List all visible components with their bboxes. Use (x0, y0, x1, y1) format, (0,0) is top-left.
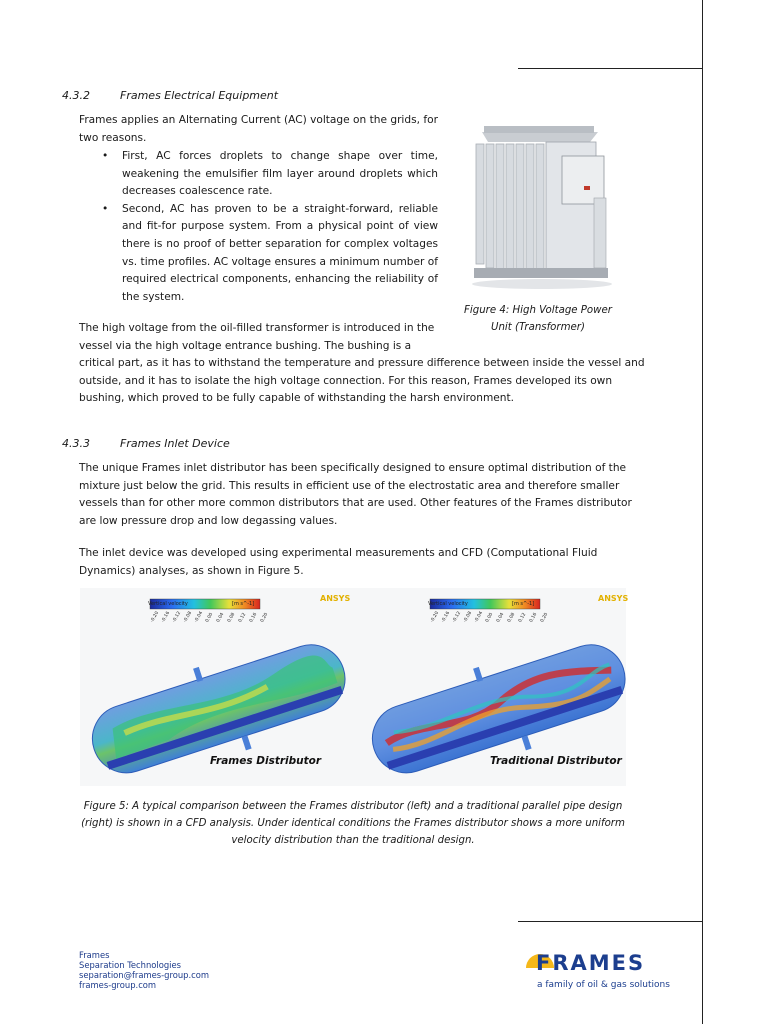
legend-tick-label: -0.20 (430, 610, 441, 624)
list-item: • Second, AC has proven to be a straight-forward, reliable and fit-for purpose system. From a physical point of view there is no proof of better separation for complex voltages vs. time profiles. AC voltage ensures a minimum number of required electrical components, enhancing the reliability of the system. (102, 202, 438, 303)
legend-tick-label: 0.00 (205, 612, 215, 624)
section-number: 4.3.3 (62, 437, 90, 450)
legend-tick-label: 0.04 (496, 612, 506, 624)
intro-paragraph: Frames applies an Alternating Current (AC) voltage on the grids, for two reasons. (79, 114, 438, 144)
legend-tick-label: -0.08 (183, 610, 194, 624)
footer-website: frames-group.com (79, 980, 157, 990)
frames-logo (520, 940, 680, 995)
header-rule (518, 68, 702, 69)
legend-unit-left: [m s^-1] (232, 601, 255, 607)
section-number: 4.3.2 (62, 89, 90, 102)
legend-tick-label: 0.20 (540, 612, 550, 624)
bullet-icon: • (102, 150, 109, 162)
inlet-paragraph-2: The inlet device was developed using experimental measurements and CFD (Computational Fluid Dynamics) analyses, as shown in Figure 5. (79, 547, 598, 577)
legend-ticks-right (430, 610, 550, 633)
legend-tick-label: 0.16 (529, 612, 539, 624)
section-title: Frames Inlet Device (120, 437, 230, 450)
legend-tick-label: 0.00 (485, 612, 495, 624)
legend-tick-label: 0.04 (216, 612, 226, 624)
footer-line: Frames (79, 950, 110, 960)
legend-tick-label: 0.20 (260, 612, 270, 624)
logo-tagline: a family of oil & gas solutions (537, 980, 670, 990)
figure-5-caption: Figure 5: A typical comparison between the Frames distributor (left) and a traditional parallel pipe design (right) is shown in a CFD analysis. Under identical conditions the Frames distributor shows a more uniform velocity distribution than the traditional design. (81, 801, 625, 846)
legend-title-left: Vertical velocity (148, 601, 188, 607)
legend-tick-label: -0.12 (452, 610, 463, 624)
footer-contact (79, 950, 209, 990)
frames-distributor-label: Frames Distributor (210, 755, 322, 767)
footer-email: separation@frames-group.com (79, 970, 210, 980)
section-heading-4-3-2 (62, 89, 278, 102)
legend-tick-label: -0.16 (161, 610, 172, 624)
legend-tick-label: 0.16 (249, 612, 259, 624)
legend-tick-label: 0.12 (238, 612, 248, 624)
legend-title-right: Vertical velocity (428, 601, 468, 607)
legend-ticks-left (150, 610, 270, 633)
bushing-paragraph-rest: critical part, as it has to withstand the temperature and pressure difference between inside the vessel and outside, and it has to isolate the high voltage connection. For this reason, Frames developed its own bushing, which proved to be fully capable of withstanding the harsh environment. (79, 357, 645, 405)
legend-unit-right: [m s^-1] (512, 601, 535, 607)
legend-tick-label: -0.04 (474, 610, 485, 624)
footer-line: Separation Technologies (79, 960, 181, 970)
legend-tick-label: -0.20 (150, 610, 161, 624)
ansys-mark-left: ANSYS (320, 594, 351, 603)
list-item: • First, AC forces droplets to change shape over time, weakening the emulsifier film layer around droplets which decreases coalescence rate. (102, 150, 438, 198)
legend-tick-label: -0.04 (194, 610, 205, 624)
legend-tick-label: -0.16 (441, 610, 452, 624)
figure-4-caption: Figure 4: High Voltage Power Unit (Transformer) (464, 305, 612, 333)
traditional-distributor-label: Traditional Distributor (490, 755, 622, 767)
section-heading-4-3-3 (62, 437, 230, 450)
legend-tick-label: 0.12 (518, 612, 528, 624)
footer-rule (518, 921, 702, 922)
legend-tick-label: 0.08 (227, 612, 237, 624)
legend-tick-label: 0.08 (507, 612, 517, 624)
legend-tick-label: -0.12 (172, 610, 183, 624)
inlet-paragraph-1: The unique Frames inlet distributor has been specifically designed to ensure optimal distribution of the mixture just below the grid. This results in efficient use of the electrostatic area and therefore smaller vessels than for other more common distributors that are used. Other features of the Frames distributor are low pressure drop and low degassing values. (79, 462, 632, 527)
section-title: Frames Electrical Equipment (120, 89, 279, 102)
legend-tick-label: -0.08 (463, 610, 474, 624)
bushing-paragraph-start: The high voltage from the oil-filled transformer is introduced in the vessel via the high voltage entrance bushing. The bushing is a (79, 322, 435, 352)
reasons-list (100, 148, 438, 306)
transformer-image (458, 112, 626, 298)
logo-wordmark: FRAMES (536, 951, 646, 975)
bullet-icon: • (102, 202, 109, 215)
page-right-rule (702, 0, 703, 1024)
ansys-mark-right: ANSYS (598, 594, 629, 603)
